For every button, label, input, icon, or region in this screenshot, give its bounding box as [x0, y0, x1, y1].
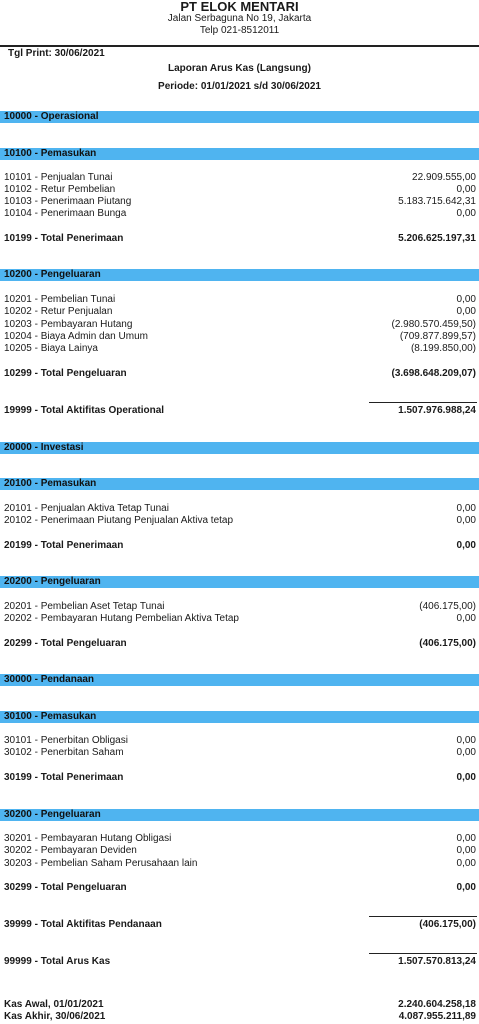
total-label: 39999 - Total Aktifitas Pendanaan	[4, 919, 162, 930]
table-row	[4, 184, 476, 196]
total-label: Kas Awal, 01/01/2021	[4, 999, 104, 1010]
total-value: 0,00	[456, 540, 476, 551]
row-value: 0,00	[456, 184, 476, 195]
row-label: 20201 - Pembelian Aset Tetap Tunai	[4, 601, 165, 612]
row-label: 30202 - Pembayaran Deviden	[4, 845, 137, 856]
row-label: 30102 - Penerbitan Saham	[4, 747, 124, 758]
total-rule	[369, 916, 477, 917]
table-row	[4, 208, 476, 220]
row-label: 10204 - Biaya Admin dan Umum	[4, 331, 148, 342]
row-label: 30101 - Penerbitan Obligasi	[4, 735, 128, 746]
total-row	[4, 233, 476, 245]
total-value: (406.175,00)	[419, 919, 476, 930]
table-row	[4, 196, 476, 208]
row-label: 20101 - Penjualan Aktiva Tetap Tunai	[4, 503, 169, 514]
total-label: 10199 - Total Penerimaan	[4, 233, 124, 244]
row-value: (709.877.899,57)	[399, 331, 476, 342]
kas-awal-row	[4, 999, 476, 1011]
table-row	[4, 601, 476, 613]
table-row	[4, 172, 476, 184]
row-label: 10102 - Retur Pembelian	[4, 184, 116, 195]
total-rule	[369, 402, 477, 403]
section-bar-fin-pengeluaran: 30200 - Pengeluaran	[0, 809, 479, 821]
row-value: 0,00	[456, 503, 476, 514]
total-value: (3.698.648.209,07)	[391, 368, 476, 379]
header-divider	[0, 45, 479, 47]
total-value: 0,00	[456, 772, 476, 783]
company-phone: Telp 021-8512011	[199, 25, 280, 36]
table-row	[4, 613, 476, 625]
row-value: 0,00	[456, 306, 476, 317]
row-value: (2.980.570.459,50)	[391, 319, 476, 330]
total-label: Kas Akhir, 30/06/2021	[4, 1011, 106, 1022]
section-bar-pendanaan: 30000 - Pendanaan	[0, 674, 479, 686]
section-bar-investasi: 20000 - Investasi	[0, 442, 479, 454]
report-period: Periode: 01/01/2021 s/d 30/06/2021	[158, 81, 321, 92]
total-label: 19999 - Total Aktifitas Operational	[4, 405, 165, 416]
table-row	[4, 331, 476, 343]
table-row	[4, 503, 476, 515]
row-label: 10202 - Retur Penjualan	[4, 306, 113, 317]
row-label: 10205 - Biaya Lainya	[4, 343, 98, 354]
table-row	[4, 845, 476, 857]
row-value: 22.909.555,00	[412, 172, 476, 183]
table-row	[4, 294, 476, 306]
total-value: 1.507.976.988,24	[398, 405, 476, 416]
row-value: 0,00	[456, 735, 476, 746]
row-label: 10203 - Pembayaran Hutang	[4, 319, 133, 330]
section-bar-operasional: 10000 - Operasional	[0, 111, 479, 123]
table-row	[4, 858, 476, 870]
total-label: 30299 - Total Pengeluaran	[4, 882, 127, 893]
row-label: 30201 - Pembayaran Hutang Obligasi	[4, 833, 172, 844]
total-row	[4, 919, 476, 931]
row-value: 0,00	[456, 208, 476, 219]
total-row	[4, 882, 476, 894]
section-bar-inv-pemasukan: 20100 - Pemasukan	[0, 478, 479, 490]
table-row	[4, 735, 476, 747]
row-value: 0,00	[456, 747, 476, 758]
total-value: 2.240.604.258,18	[398, 999, 476, 1010]
print-date: Tgl Print: 30/06/2021	[8, 48, 105, 59]
table-row	[4, 833, 476, 845]
row-value: 0,00	[456, 613, 476, 624]
total-value: (406.175,00)	[419, 638, 476, 649]
section-bar-op-pemasukan: 10100 - Pemasukan	[0, 148, 479, 160]
row-label: 20202 - Pembayaran Hutang Pembelian Aktiva Tetap	[4, 613, 239, 624]
row-value: (8.199.850,00)	[410, 343, 476, 354]
table-row	[4, 306, 476, 318]
total-row	[4, 368, 476, 380]
total-row	[4, 405, 476, 417]
row-value: 0,00	[456, 833, 476, 844]
total-value: 1.507.570.813,24	[398, 956, 476, 967]
row-label: 10201 - Pembelian Tunai	[4, 294, 116, 305]
company-name: PT ELOK MENTARI	[180, 0, 299, 14]
row-value: 0,00	[456, 294, 476, 305]
section-bar-inv-pengeluaran: 20200 - Pengeluaran	[0, 576, 479, 588]
table-row	[4, 319, 476, 331]
grand-total-row	[4, 956, 476, 968]
report-title: Laporan Arus Kas (Langsung)	[168, 63, 311, 74]
row-value: (406.175,00)	[419, 601, 476, 612]
total-label: 99999 - Total Arus Kas	[4, 956, 111, 967]
table-row	[4, 515, 476, 527]
total-label: 30199 - Total Penerimaan	[4, 772, 124, 783]
total-value: 4.087.955.211,89	[398, 1011, 476, 1022]
table-row	[4, 747, 476, 759]
row-label: 10103 - Penerimaan Piutang	[4, 196, 132, 207]
row-value: 0,00	[456, 858, 476, 869]
kas-akhir-row	[4, 1011, 476, 1023]
total-label: 10299 - Total Pengeluaran	[4, 368, 127, 379]
company-address: Jalan Serbaguna No 19, Jakarta	[167, 13, 312, 24]
row-label: 20102 - Penerimaan Piutang Penjualan Aktiva tetap	[4, 515, 234, 526]
total-label: 20199 - Total Penerimaan	[4, 540, 124, 551]
total-label: 20299 - Total Pengeluaran	[4, 638, 127, 649]
row-value: 0,00	[456, 845, 476, 856]
row-label: 10104 - Penerimaan Bunga	[4, 208, 127, 219]
section-bar-op-pengeluaran: 10200 - Pengeluaran	[0, 269, 479, 281]
row-label: 10101 - Penjualan Tunai	[4, 172, 113, 183]
total-value: 5.206.625.197,31	[398, 233, 476, 244]
row-value: 0,00	[456, 515, 476, 526]
row-value: 5.183.715.642,31	[398, 196, 476, 207]
total-row	[4, 638, 476, 650]
total-row	[4, 540, 476, 552]
total-row	[4, 772, 476, 784]
section-bar-fin-pemasukan: 30100 - Pemasukan	[0, 711, 479, 723]
row-label: 30203 - Pembelian Saham Perusahaan lain	[4, 858, 198, 869]
total-value: 0,00	[456, 882, 476, 893]
total-rule	[369, 953, 477, 954]
table-row	[4, 343, 476, 355]
